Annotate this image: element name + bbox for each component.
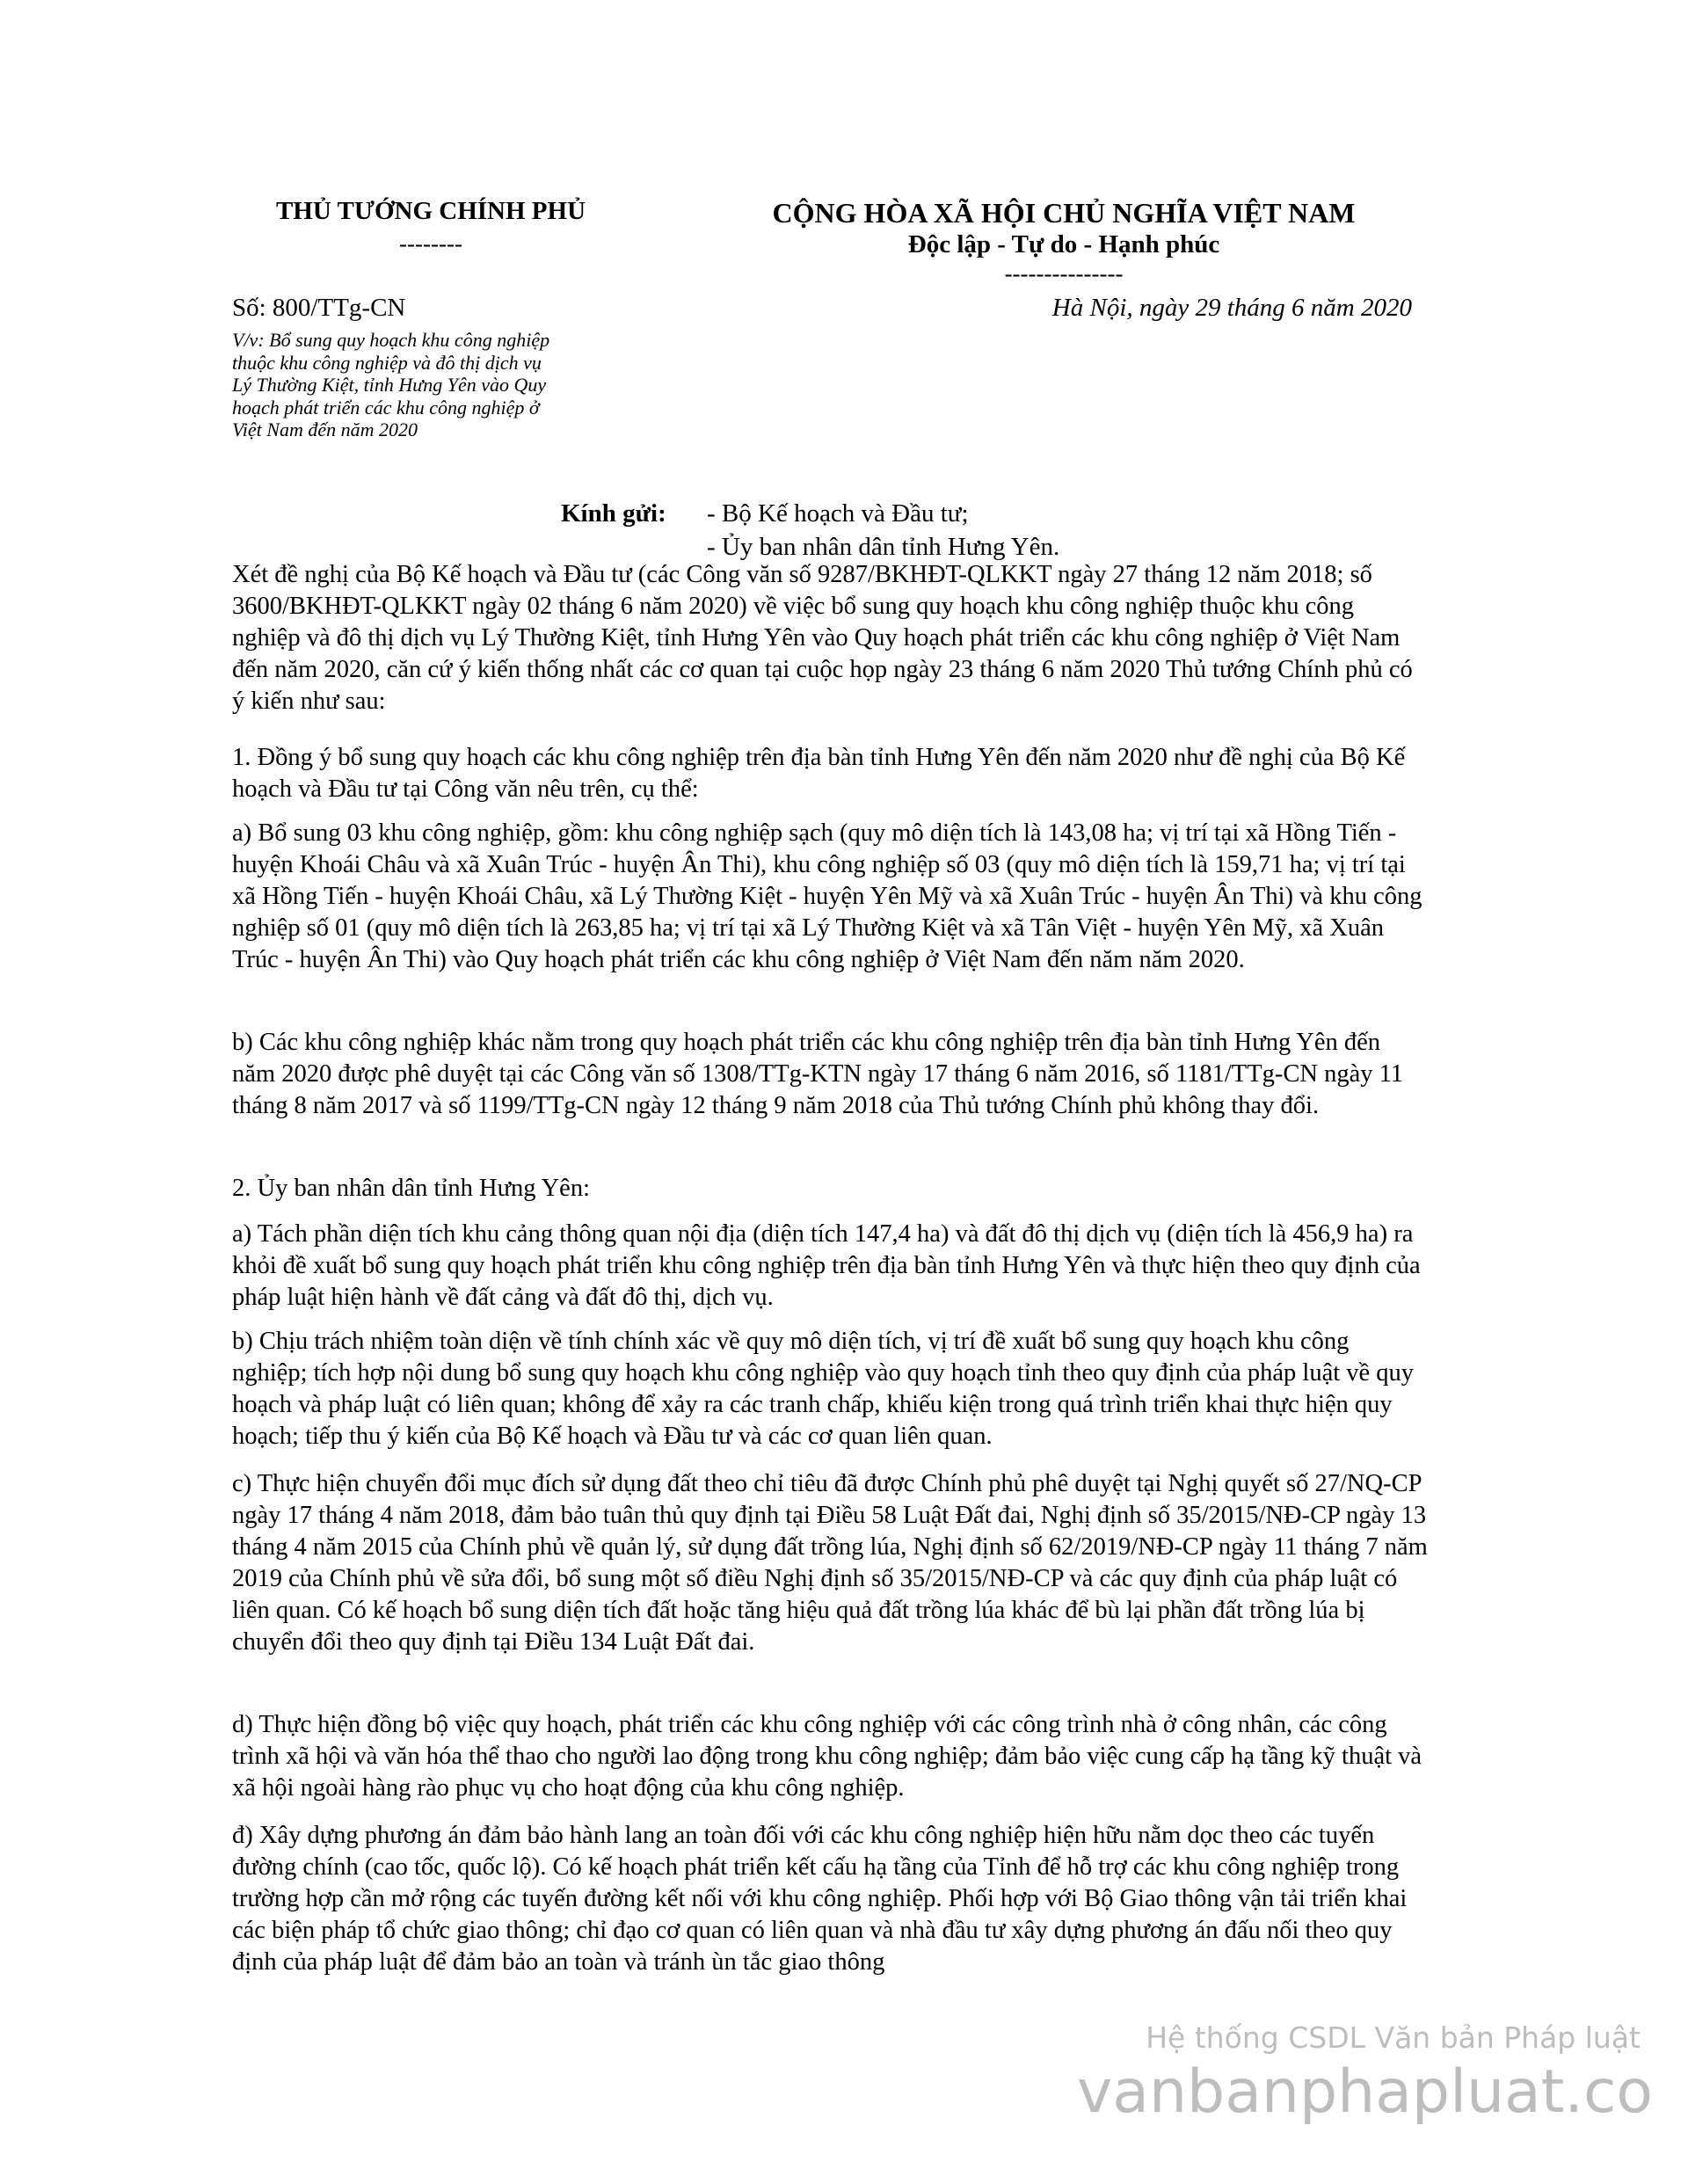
body-paragraph: a) Bổ sung 03 khu công nghiệp, gồm: khu công nghiệp sạch (quy mô diện tích là 143,08 ha; vị trí tại xã Hồng Tiến - huyện Khoái Châu và xã Xuân Trúc - huyện Ân Thi), khu công nghiệp số 03 (quy mô diện tích là 159,71 ha; vị trí tại xã Hồng Tiến - huyện Khoái Châu, xã Lý Thường Kiệt - huyện Yên Mỹ và xã Xuân Trúc - huyện Ân Thi) và khu công nghiệp số 01 (quy mô diện tích là 263,85 ha; vị trí tại xã Lý Thường Kiệt và xã Tân Việt - huyện Yên Mỹ, xã Xuân Trúc - huyện Ân Thi) vào Quy hoạch phát triển các khu công nghiệp ở Việt Nam đến năm năm 2020. (232, 819, 1422, 973)
body-paragraph: 2. Ủy ban nhân dân tỉnh Hưng Yên: (232, 1175, 590, 1202)
subject-line: Lý Thường Kiệt, tỉnh Hưng Yên vào Quy (232, 374, 547, 396)
subject-line: thuộc khu công nghiệp và đô thị dịch vụ (232, 351, 542, 374)
body-paragraph: 1. Đồng ý bổ sung quy hoạch các khu công nghiệp trên địa bàn tỉnh Hưng Yên đến năm 2020 như đề nghị của Bộ Kế hoạch và Đầu tư tại Công văn nêu trên, cụ thể: (232, 744, 1406, 803)
body-paragraph: a) Tách phần diện tích khu cảng thông quan nội địa (diện tích 147,4 ha) và đất đô thị dịch vụ (diện tích là 456,9 ha) ra khỏi đề xuất bổ sung quy hoạch phát triển khu công nghiệp trên địa bàn tỉnh Hưng Yên và thực hiện theo quy định của pháp luật hiện hành về đất cảng và đất đô thị, dịch vụ. (232, 1220, 1421, 1311)
body-paragraph: c) Thực hiện chuyển đổi mục đích sử dụng đất theo chỉ tiêu đã được Chính phủ phê duyệt tại Nghị quyết số 27/NQ-CP ngày 17 tháng 4 năm 2018, đảm bảo tuân thủ quy định tại Điều 58 Luật Đất đai, Nghị định số 35/2015/NĐ-CP ngày 13 tháng 4 năm 2015 của Chính phủ về quản lý, sử dụng đất trồng lúa, Nghị định số 62/2019/NĐ-CP ngày 11 tháng 7 năm 2019 của Chính phủ về sửa đổi, bổ sung một số điều Nghị định số 35/2015/NĐ-CP và các quy định của pháp luật có liên quan. Có kế hoạch bổ sung diện tích đất hoặc tăng hiệu quả đất trồng lúa khác để bù lại phần đất trồng lúa bị chuyển đổi theo quy định tại Điều 134 Luật Đất đai. (232, 1470, 1428, 1656)
subject-line: V/v: Bổ sung quy hoạch khu công nghiệp (232, 329, 550, 351)
body-paragraph: b) Các khu công nghiệp khác nằm trong quy hoạch phát triển các khu công nghiệp trên địa bàn tỉnh Hưng Yên đến năm 2020 được phê duyệt tại các Công văn số 1308/TTg-KTN ngày 17 tháng 6 năm 2016, số 1181/TTg-CN ngày 11 tháng 8 năm 2017 và số 1199/TTg-CN ngày 12 tháng 9 năm 2018 của Thủ tướng Chính phủ không thay đổi. (232, 1029, 1404, 1119)
body-paragraph: Xét đề nghị của Bộ Kế hoạch và Đầu tư (các Công văn số 9287/BKHĐT-QLKKT ngày 27 tháng 12 năm 2018; số 3600/BKHĐT-QLKKT ngày 02 tháng 6 năm 2020) về việc bổ sung quy hoạch khu công nghiệp thuộc khu công nghiệp và đô thị dịch vụ Lý Thường Kiệt, tỉnh Hưng Yên vào Quy hoạch phát triển các khu công nghiệp ở Việt Nam đến năm 2020, căn cứ ý kiến thống nhất các cơ quan tại cuộc họp ngày 23 tháng 6 năm 2020 Thủ tướng Chính phủ có ý kiến như sau: (232, 561, 1413, 715)
header-left-title: THỦ TƯỚNG CHÍNH PHỦ (275, 197, 586, 225)
header-left-divider: -------- (399, 230, 462, 257)
document-subject (232, 329, 645, 441)
document-date: Hà Nội, ngày 29 tháng 6 năm 2020 (1051, 294, 1412, 322)
header-right-divider: --------------- (1004, 260, 1124, 287)
watermark-caption: Hệ thống CSDL Văn bản Pháp luật (1146, 2020, 1641, 2055)
recipients-label: Kính gửi: (561, 499, 666, 528)
recipient-item: - Ủy ban nhân dân tỉnh Hưng Yên. (707, 533, 1060, 561)
recipient-item: - Bộ Kế hoạch và Đầu tư; (707, 499, 969, 528)
body-paragraph: d) Thực hiện đồng bộ việc quy hoạch, phát triển các khu công nghiệp với các công trình nhà ở công nhân, các công trình xã hội và văn hóa thể thao cho người lao động trong khu công nghiệp; đảm bảo việc cung cấp hạ tầng kỹ thuật và xã hội ngoài hàng rào phục vụ cho hoạt động của khu công nghiệp. (232, 1711, 1422, 1802)
subject-line: hoạch phát triển các khu công nghiệp ở (232, 396, 540, 419)
body-paragraph: b) Chịu trách nhiệm toàn diện về tính chính xác về quy mô diện tích, vị trí đề xuất bổ sung quy hoạch khu công nghiệp; tích hợp nội dung bổ sung quy hoạch khu công nghiệp vào quy hoạch tỉnh theo quy định của pháp luật về quy hoạch và pháp luật có liên quan; không để xảy ra các tranh chấp, khiếu kiện trong quá trình triển khai thực hiện quy hoạch; tiếp thu ý kiến của Bộ Kế hoạch và Đầu tư và các cơ quan liên quan. (232, 1328, 1415, 1450)
watermark-domain: vanbanphapluat.co (1077, 2057, 1653, 2127)
body-paragraph: đ) Xây dựng phương án đảm bảo hành lang an toàn đối với các khu công nghiệp hiện hữu nằm dọc theo các tuyến đường chính (cao tốc, quốc lộ). Có kế hoạch phát triển kết cấu hạ tầng của Tỉnh để hỗ trợ các khu công nghiệp trong trường hợp cần mở rộng các tuyến đường kết nối với khu công nghiệp. Phối hợp với Bộ Giao thông vận tải triển khai các biện pháp tổ chức giao thông; chỉ đạo cơ quan có liên quan và nhà đầu tư xây dựng phương án đấu nối theo quy định của pháp luật để đảm bảo an toàn và tránh ùn tắc giao thông (232, 1822, 1408, 1976)
header-motto: Độc lập - Tự do - Hạnh phúc (907, 230, 1220, 258)
document-number: Số: 800/TTg-CN (232, 294, 406, 322)
subject-line: Việt Nam đến năm 2020 (232, 419, 418, 440)
header-right-title: CỘNG HÒA XÃ HỘI CHỦ NGHĨA VIỆT NAM (772, 197, 1356, 229)
